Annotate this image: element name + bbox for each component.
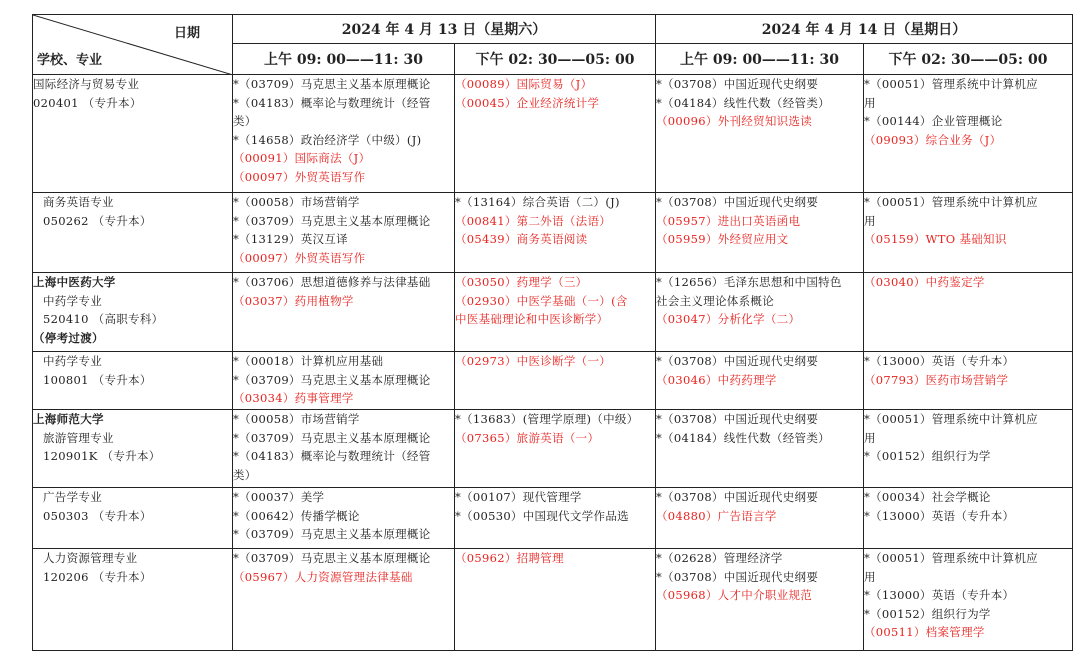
course-line: *（13000）英语（专升本）: [864, 354, 1015, 368]
session-header-day2-pm: 下午 02: 30——05: 00: [864, 44, 1073, 75]
exam-session-cell: [233, 549, 455, 651]
course-line: （05967）人力资源管理法律基础: [233, 569, 413, 584]
major-line: 中药学专业: [43, 354, 102, 368]
school-major-cell: [33, 410, 233, 488]
course-line: *（00152）组织行为学: [864, 449, 991, 463]
course-line: （03040）中药鉴定学: [864, 275, 985, 289]
course-line: 用: [864, 430, 876, 445]
exam-session-cell: [455, 549, 656, 651]
course-line: （09093）综合业务（J）: [864, 132, 1002, 147]
course-line: *（03708）中国近现代史纲要: [656, 490, 819, 504]
course-line: （00511）档案管理学: [864, 625, 985, 639]
course-line: *（00051）管理系统中计算机应: [864, 412, 1038, 426]
course-line: （05439）商务英语阅读: [455, 232, 588, 246]
course-line: *（03709）马克思主义基本原理概论: [233, 372, 431, 387]
course-line: *（00152）组织行为学: [864, 606, 991, 621]
major-line: 020401 （专升本）: [33, 95, 142, 110]
course-line: *（04183）概率论与数理统计（经管: [233, 95, 431, 110]
exam-session-cell: [864, 352, 1073, 410]
course-line: 用: [864, 213, 876, 228]
course-line: （03047）分析化学（二）: [656, 312, 801, 326]
course-line: *（03708）中国近现代史纲要: [656, 195, 819, 209]
course-line: （00089）国际贸易（J）: [455, 77, 593, 91]
course-line: *（13683）(管理学原理)（中级）: [455, 412, 639, 426]
session-header-day2-am: 上午 09: 00——11: 30: [656, 44, 864, 75]
school-major-cell: [33, 352, 233, 410]
major-line: 100801 （专升本）: [43, 372, 152, 387]
day-header-1: 2024 年 4 月 13 日（星期六）: [233, 15, 656, 44]
exam-session-cell: [656, 549, 864, 651]
school-major-cell: [33, 75, 233, 193]
exam-session-cell: [233, 352, 455, 410]
course-line: （00097）外贸英语写作: [233, 169, 366, 184]
course-line: （02973）中医诊断学（一）: [455, 354, 612, 368]
major-line: 120901K （专升本）: [43, 449, 161, 463]
table-row: [33, 410, 1073, 488]
course-line: *（00642）传播学概论: [233, 508, 360, 523]
exam-session-cell: [656, 488, 864, 549]
schedule-rows: [33, 75, 1073, 651]
course-line: （03050）药理学（三）: [455, 275, 588, 289]
exam-session-cell: [864, 410, 1073, 488]
corner-school-label: 学校、专业: [37, 53, 103, 68]
course-line: （05159）WTO 基础知识: [864, 232, 1007, 246]
course-line: *（12656）毛泽东思想和中国特色: [656, 275, 842, 289]
course-line: *（03709）马克思主义基本原理概论: [233, 551, 431, 565]
course-line: （07365）旅游英语（一）: [455, 430, 600, 445]
course-line: *（03709）马克思主义基本原理概论: [233, 77, 431, 91]
exam-session-cell: [864, 193, 1073, 273]
major-line: 120206 （专升本）: [43, 569, 152, 584]
course-line: *（00058）市场营销学: [233, 195, 360, 209]
course-line: *（03708）中国近现代史纲要: [656, 569, 819, 584]
course-line: *（03709）马克思主义基本原理概论: [233, 527, 431, 541]
exam-session-cell: [233, 193, 455, 273]
course-line: *（13000）英语（专升本）: [864, 508, 1015, 523]
school-name: （停考过渡）: [33, 330, 104, 345]
exam-session-cell: [656, 410, 864, 488]
exam-session-cell: [455, 410, 656, 488]
session-header-day1-pm: 下午 02: 30——05: 00: [455, 44, 656, 75]
course-line: （03037）药用植物学: [233, 293, 354, 308]
major-line: 050262 （专升本）: [43, 213, 152, 228]
major-line: 520410 （高职专科）: [43, 312, 164, 326]
course-line: 类）: [233, 467, 257, 482]
course-line: *（13164）综合英语（二）(J): [455, 195, 620, 209]
course-line: *（00051）管理系统中计算机应: [864, 195, 1038, 209]
school-major-cell: [33, 273, 233, 352]
major-line: 050303 （专升本）: [43, 508, 152, 523]
course-line: *（03708）中国近现代史纲要: [656, 77, 819, 91]
exam-session-cell: [656, 75, 864, 193]
table-row: [33, 488, 1073, 549]
course-line: *（00037）美学: [233, 490, 325, 504]
table-row: [33, 75, 1073, 193]
table-row: [33, 549, 1073, 651]
course-line: *（04183）概率论与数理统计（经管: [233, 449, 431, 463]
course-line: （00045）企业经济统计学: [455, 95, 600, 110]
course-line: 中医基础理论和中医诊断学）: [455, 312, 609, 326]
course-line: （05968）人才中介职业规范: [656, 588, 813, 602]
exam-session-cell: [455, 193, 656, 273]
course-line: *（00051）管理系统中计算机应: [864, 551, 1038, 565]
table-row: [33, 193, 1073, 273]
exam-session-cell: [233, 273, 455, 352]
exam-session-cell: [656, 193, 864, 273]
course-line: （07793）医药市场营销学: [864, 372, 1009, 387]
course-line: *（00107）现代管理学: [455, 490, 582, 504]
major-line: 中药学专业: [43, 293, 102, 308]
course-line: *（04184）线性代数（经管类）: [656, 430, 830, 445]
course-line: （02930）中医学基础（一）(含: [455, 293, 628, 308]
exam-session-cell: [864, 75, 1073, 193]
course-line: *（00018）计算机应用基础: [233, 354, 384, 368]
exam-session-cell: [656, 273, 864, 352]
course-line: （05959）外经贸应用文: [656, 232, 789, 246]
course-line: （03046）中药药理学: [656, 372, 777, 387]
exam-session-cell: [864, 549, 1073, 651]
course-line: （05962）招聘管理: [455, 551, 564, 565]
course-line: （00091）国际商法（J）: [233, 151, 371, 165]
exam-session-cell: [233, 75, 455, 193]
major-line: 国际经济与贸易专业: [33, 77, 140, 91]
course-line: *（03708）中国近现代史纲要: [656, 412, 819, 426]
major-line: 广告学专业: [43, 490, 102, 504]
major-line: 旅游管理专业: [43, 430, 114, 445]
school-major-cell: [33, 488, 233, 549]
course-line: （03034）药事管理学: [233, 391, 354, 405]
course-line: （04880）广告语言学: [656, 508, 777, 523]
course-line: *（03709）马克思主义基本原理概论: [233, 430, 431, 445]
course-line: *（03709）马克思主义基本原理概论: [233, 213, 431, 228]
course-line: *（13000）英语（专升本）: [864, 588, 1015, 602]
course-line: *（03708）中国近现代史纲要: [656, 354, 819, 368]
course-line: 类）: [233, 114, 257, 128]
course-line: （05957）进出口英语函电: [656, 213, 801, 228]
exam-session-cell: [864, 488, 1073, 549]
exam-session-cell: [455, 75, 656, 193]
course-line: 用: [864, 95, 876, 110]
course-line: 用: [864, 569, 876, 584]
major-line: 商务英语专业: [43, 195, 114, 209]
exam-schedule-table: [32, 14, 1073, 651]
table-row: [33, 273, 1073, 352]
corner-date-label: 日期: [173, 26, 200, 41]
course-line: *（00144）企业管理概论: [864, 114, 1003, 128]
course-line: *（14658）政治经济学（中级）(J): [233, 132, 422, 147]
course-line: 社会主义理论体系概论: [656, 293, 774, 308]
exam-session-cell: [455, 273, 656, 352]
course-line: *（00530）中国现代文学作品选: [455, 508, 629, 523]
exam-session-cell: [455, 352, 656, 410]
exam-session-cell: [455, 488, 656, 549]
course-line: *（00058）市场营销学: [233, 412, 360, 426]
course-line: *（13129）英汉互译: [233, 232, 348, 246]
major-line: 人力资源管理专业: [43, 551, 138, 565]
course-line: *（00051）管理系统中计算机应: [864, 77, 1038, 91]
school-major-cell: [33, 549, 233, 651]
exam-session-cell: [233, 488, 455, 549]
school-name: 上海中医药大学: [33, 275, 116, 289]
day-header-2: 2024 年 4 月 14 日（星期日）: [656, 15, 1073, 44]
table-row: [33, 352, 1073, 410]
course-line: *（03706）思想道德修养与法律基础: [233, 275, 431, 289]
exam-session-cell: [233, 410, 455, 488]
course-line: *（02628）管理经济学: [656, 551, 783, 565]
session-header-day1-am: 上午 09: 00——11: 30: [233, 44, 455, 75]
course-line: *（04184）线性代数（经管类）: [656, 95, 830, 110]
course-line: （00097）外贸英语写作: [233, 250, 366, 265]
school-name: 上海师范大学: [33, 412, 104, 426]
course-line: *（00034）社会学概论: [864, 490, 991, 504]
course-line: （00841）第二外语（法语）: [455, 213, 612, 228]
school-major-cell: [33, 193, 233, 273]
course-line: （00096）外刊经贸知识选读: [656, 114, 813, 128]
header-corner-cell: [33, 15, 233, 75]
exam-session-cell: [864, 273, 1073, 352]
exam-session-cell: [656, 352, 864, 410]
